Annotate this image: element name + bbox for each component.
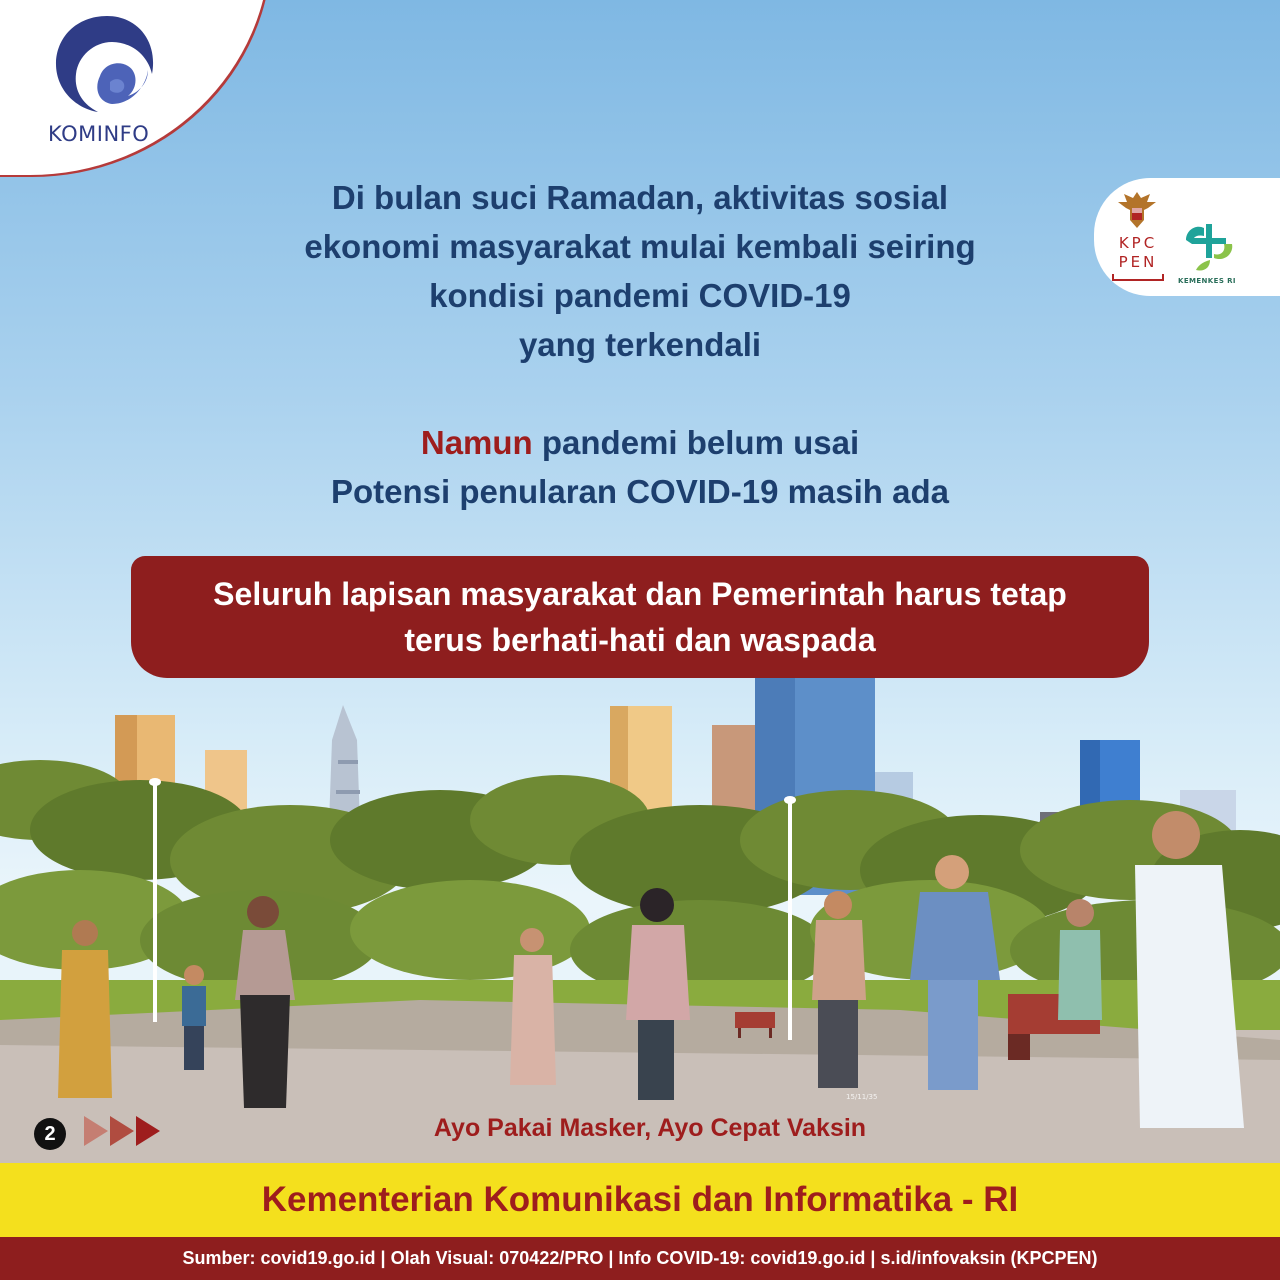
ministry-name: Kementerian Komunikasi dan Informatika - RI [261,1180,1019,1219]
call-to-action-banner [131,556,1149,678]
kominfo-logo-icon [52,12,162,120]
headline [200,173,1080,369]
headline-line: ekonomi masyarakat mulai kembali seiring [304,228,976,265]
kominfo-logo-panel [0,0,270,175]
headline-line: yang terkendali [518,326,762,363]
kemenkes-logo-text: KEMENKES RI [1178,277,1236,285]
illustration-credit: 15/11/35 [846,1093,878,1101]
source-footer [0,1237,1280,1280]
warning-line-1-rest: pandemi belum usai [532,424,860,461]
banner-line: Seluruh lapisan masyarakat dan Pemerintah harus tetap [213,576,1067,612]
banner-text [131,571,1149,663]
warning-line-1 [200,418,1080,467]
accent-word: Namun [420,424,533,461]
slogan: Ayo Pakai Masker, Ayo Cepat Vaksin [433,1114,867,1142]
kemenkes-logo-icon [1180,218,1238,274]
headline-line: Di bulan suci Ramadan, aktivitas sosial [331,179,949,216]
ministry-bar [0,1163,1280,1237]
source-text: Sumber: covid19.go.id | Olah Visual: 070422/PRO | Info COVID-19: covid19.go.id | s.id/infovaksin (KPCPEN) [182,1248,1098,1268]
kpcpen-logo-base [1112,274,1164,281]
warning-line-2: Potensi penularan COVID-19 masih ada [330,473,949,510]
partner-logos-card [1094,178,1280,296]
warning-statement [200,418,1080,516]
triple-chevron-icon [84,1116,164,1146]
kpcpen-logo-text: KPC PEN [1118,234,1158,271]
kominfo-logo-text: KOMINFO [48,122,150,146]
headline-line: kondisi pandemi COVID-19 [429,277,851,314]
banner-line: terus berhati-hati dan waspada [404,622,876,658]
garuda-emblem-icon [1114,188,1160,232]
page-number-badge: 2 [34,1118,66,1150]
